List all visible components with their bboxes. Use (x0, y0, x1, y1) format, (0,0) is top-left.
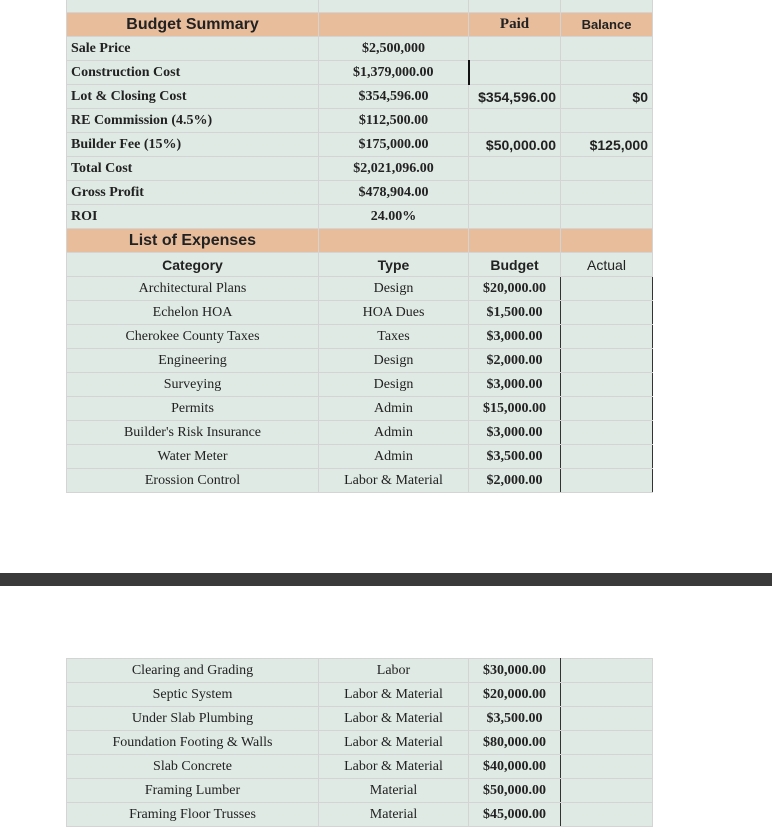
expense-type[interactable]: Taxes (319, 325, 469, 349)
summary-amount[interactable]: $175,000.00 (319, 133, 469, 157)
cell[interactable] (319, 13, 469, 37)
expense-row (67, 779, 653, 803)
summary-paid[interactable] (469, 181, 561, 205)
summary-amount[interactable]: 24.00% (319, 205, 469, 229)
expense-budget[interactable]: $40,000.00 (469, 755, 561, 779)
expense-budget[interactable]: $45,000.00 (469, 803, 561, 827)
expense-category[interactable]: Framing Lumber (67, 779, 319, 803)
summary-label[interactable]: Builder Fee (15%) (67, 133, 319, 157)
summary-balance[interactable] (561, 205, 653, 229)
sheet-top-row (67, 0, 653, 13)
expense-actual[interactable] (561, 277, 653, 301)
expense-budget[interactable]: $3,000.00 (469, 421, 561, 445)
expense-row (67, 707, 653, 731)
summary-row (67, 133, 653, 157)
expense-type[interactable]: Labor & Material (319, 731, 469, 755)
expense-row (67, 731, 653, 755)
type-header[interactable]: Type (319, 253, 469, 277)
expense-actual[interactable] (561, 301, 653, 325)
expense-budget[interactable]: $3,500.00 (469, 707, 561, 731)
summary-balance[interactable]: $0 (561, 85, 653, 109)
expense-type[interactable]: Labor & Material (319, 707, 469, 731)
expense-row (67, 421, 653, 445)
expense-budget[interactable]: $3,500.00 (469, 445, 561, 469)
expense-category[interactable]: Surveying (67, 373, 319, 397)
expense-type[interactable]: Admin (319, 445, 469, 469)
expense-type[interactable]: Design (319, 373, 469, 397)
expense-row (67, 755, 653, 779)
summary-label[interactable]: Construction Cost (67, 61, 319, 85)
summary-amount[interactable]: $2,021,096.00 (319, 157, 469, 181)
summary-label[interactable]: Gross Profit (67, 181, 319, 205)
budget-summary-title[interactable]: Budget Summary (67, 13, 319, 37)
summary-paid[interactable] (469, 157, 561, 181)
expense-actual[interactable] (561, 421, 653, 445)
expense-type[interactable]: Admin (319, 397, 469, 421)
balance-header[interactable]: Balance (561, 13, 653, 37)
actual-header[interactable]: Actual (561, 253, 653, 277)
summary-label[interactable]: Sale Price (67, 37, 319, 61)
summary-paid[interactable] (469, 205, 561, 229)
budget-summary-header-row (67, 13, 653, 37)
expense-budget[interactable]: $15,000.00 (469, 397, 561, 421)
expense-row (67, 373, 653, 397)
summary-amount[interactable]: $112,500.00 (319, 109, 469, 133)
summary-paid[interactable]: $354,596.00 (469, 85, 561, 109)
summary-balance[interactable]: $125,000 (561, 133, 653, 157)
expense-budget[interactable]: $80,000.00 (469, 731, 561, 755)
expense-category[interactable]: Under Slab Plumbing (67, 707, 319, 731)
cell[interactable] (319, 0, 469, 13)
expense-actual[interactable] (561, 779, 653, 803)
expenses-title-row (67, 229, 653, 253)
expense-actual[interactable] (561, 373, 653, 397)
expense-type[interactable]: Labor & Material (319, 469, 469, 493)
expense-category[interactable]: Erossion Control (67, 469, 319, 493)
expense-row (67, 349, 653, 373)
expense-category[interactable]: Clearing and Grading (67, 659, 319, 683)
cell[interactable] (319, 229, 469, 253)
expenses-continued-sheet (66, 658, 653, 827)
expense-type[interactable]: Labor (319, 659, 469, 683)
summary-label[interactable]: Lot & Closing Cost (67, 85, 319, 109)
expense-actual[interactable] (561, 349, 653, 373)
expense-budget[interactable]: $3,000.00 (469, 373, 561, 397)
paid-header[interactable]: Paid (469, 13, 561, 37)
category-header[interactable]: Category (67, 253, 319, 277)
expense-actual[interactable] (561, 683, 653, 707)
summary-row (67, 61, 653, 85)
summary-label[interactable]: ROI (67, 205, 319, 229)
expense-category[interactable]: Slab Concrete (67, 755, 319, 779)
expense-row (67, 325, 653, 349)
summary-amount[interactable]: $478,904.00 (319, 181, 469, 205)
expense-budget[interactable]: $1,500.00 (469, 301, 561, 325)
expense-actual[interactable] (561, 707, 653, 731)
summary-row (67, 205, 653, 229)
summary-amount[interactable]: $2,500,000 (319, 37, 469, 61)
summary-row (67, 109, 653, 133)
expense-budget[interactable]: $20,000.00 (469, 277, 561, 301)
expense-category[interactable]: Water Meter (67, 445, 319, 469)
expense-category[interactable]: Foundation Footing & Walls (67, 731, 319, 755)
expense-actual[interactable] (561, 755, 653, 779)
expense-row (67, 683, 653, 707)
expense-category[interactable]: Engineering (67, 349, 319, 373)
expense-category[interactable]: Permits (67, 397, 319, 421)
expense-type[interactable]: Design (319, 349, 469, 373)
summary-paid[interactable] (469, 109, 561, 133)
summary-row (67, 85, 653, 109)
expense-row (67, 277, 653, 301)
cell[interactable] (561, 229, 653, 253)
summary-amount[interactable]: $354,596.00 (319, 85, 469, 109)
summary-paid[interactable] (469, 61, 561, 85)
expenses-header-row (67, 253, 653, 277)
expense-category[interactable]: Builder's Risk Insurance (67, 421, 319, 445)
summary-row (67, 37, 653, 61)
cell[interactable] (561, 0, 653, 13)
expense-type[interactable]: Material (319, 779, 469, 803)
expenses-title[interactable]: List of Expenses (67, 229, 319, 253)
expense-row (67, 469, 653, 493)
expense-budget[interactable]: $2,000.00 (469, 349, 561, 373)
summary-balance[interactable] (561, 61, 653, 85)
budget-sheet (66, 0, 653, 493)
expense-category[interactable]: Framing Floor Trusses (67, 803, 319, 827)
expense-type[interactable]: Material (319, 803, 469, 827)
expense-budget[interactable]: $50,000.00 (469, 779, 561, 803)
expense-actual[interactable] (561, 659, 653, 683)
expense-actual[interactable] (561, 445, 653, 469)
summary-balance[interactable] (561, 157, 653, 181)
summary-balance[interactable] (561, 181, 653, 205)
expense-category[interactable]: Septic System (67, 683, 319, 707)
expense-category[interactable]: Echelon HOA (67, 301, 319, 325)
summary-row (67, 157, 653, 181)
expense-category[interactable]: Cherokee County Taxes (67, 325, 319, 349)
summary-paid[interactable] (469, 37, 561, 61)
expense-type[interactable]: Admin (319, 421, 469, 445)
expense-actual[interactable] (561, 397, 653, 421)
summary-amount[interactable]: $1,379,000.00 (319, 61, 469, 85)
expense-row (67, 397, 653, 421)
summary-paid[interactable]: $50,000.00 (469, 133, 561, 157)
expense-actual[interactable] (561, 803, 653, 827)
cell[interactable] (469, 0, 561, 13)
expense-row (67, 659, 653, 683)
expense-type[interactable]: Labor & Material (319, 755, 469, 779)
expense-budget[interactable]: $3,000.00 (469, 325, 561, 349)
expense-row (67, 445, 653, 469)
summary-balance[interactable] (561, 109, 653, 133)
expense-row (67, 301, 653, 325)
expense-actual[interactable] (561, 325, 653, 349)
expense-actual[interactable] (561, 731, 653, 755)
expense-category[interactable]: Architectural Plans (67, 277, 319, 301)
summary-label[interactable]: Total Cost (67, 157, 319, 181)
expense-type[interactable]: HOA Dues (319, 301, 469, 325)
expense-budget[interactable]: $30,000.00 (469, 659, 561, 683)
summary-label[interactable]: RE Commission (4.5%) (67, 109, 319, 133)
cell[interactable] (469, 229, 561, 253)
expense-budget[interactable]: $20,000.00 (469, 683, 561, 707)
summary-row (67, 181, 653, 205)
budget-header[interactable]: Budget (469, 253, 561, 277)
expense-row (67, 803, 653, 827)
cell[interactable] (67, 0, 319, 13)
expense-budget[interactable]: $2,000.00 (469, 469, 561, 493)
summary-balance[interactable] (561, 37, 653, 61)
page-break-divider (0, 573, 772, 586)
expense-type[interactable]: Labor & Material (319, 683, 469, 707)
expense-actual[interactable] (561, 469, 653, 493)
expense-type[interactable]: Design (319, 277, 469, 301)
